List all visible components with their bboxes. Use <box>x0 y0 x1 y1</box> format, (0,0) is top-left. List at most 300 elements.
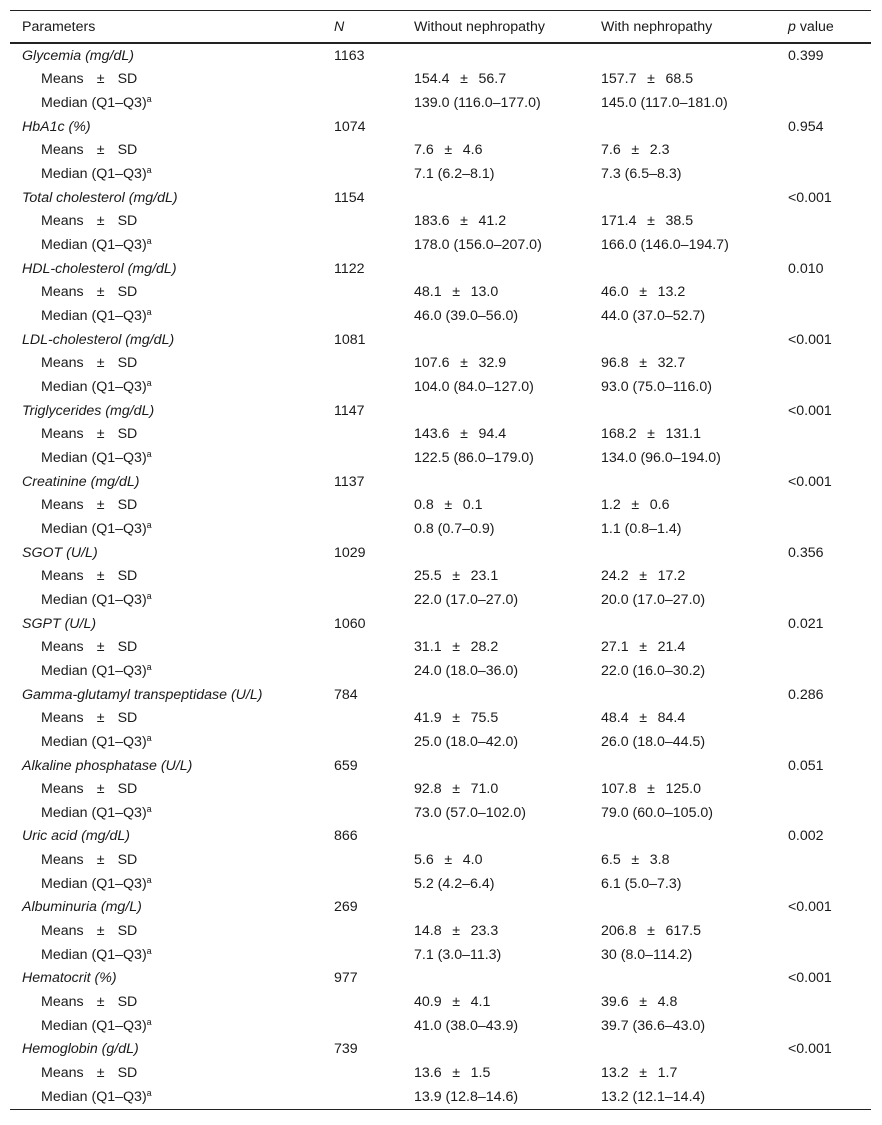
parameter-row <box>10 683 871 707</box>
parameter-p-value: <0.001 <box>788 473 832 490</box>
means-sd-label <box>10 564 322 588</box>
parameter-name: Total cholesterol (mg/dL) <box>22 189 178 206</box>
parameter-p-value: <0.001 <box>788 970 832 987</box>
header-without-nephropathy: Without nephropathy <box>402 11 589 44</box>
with-median-value: 30 (8.0–114.2) <box>601 946 693 963</box>
empty-cell <box>322 588 402 612</box>
empty-cell <box>322 91 402 115</box>
without-means-sd <box>402 777 589 801</box>
plus-minus-sign: ± <box>96 994 105 1011</box>
plus-minus-sign: ± <box>460 426 468 443</box>
empty-cell <box>776 564 871 588</box>
plus-minus-sign: ± <box>96 923 105 940</box>
median-label <box>10 375 322 399</box>
with-sd-value: 13.2 <box>657 284 686 301</box>
footnote-marker: a <box>146 94 152 105</box>
median-label <box>10 801 322 825</box>
plus-minus-sign: ± <box>631 852 640 869</box>
with-mean-value: 157.7 <box>601 71 637 88</box>
sd-label: SD <box>117 568 138 585</box>
plus-minus-sign: ± <box>639 1065 648 1082</box>
without-sd-value: 13.0 <box>470 284 499 301</box>
means-sd-row <box>10 423 871 447</box>
empty-cell <box>402 470 589 494</box>
plus-minus-sign: ± <box>639 710 648 727</box>
with-mean-value: 168.2 <box>601 426 637 443</box>
parameter-name: Triglycerides (mg/dL) <box>22 402 155 419</box>
without-means-sd <box>402 281 589 305</box>
parameter-n: 1081 <box>334 331 366 348</box>
plus-minus-sign: ± <box>444 852 453 869</box>
empty-cell <box>589 754 776 778</box>
means-label: Means <box>41 284 84 301</box>
with-means-sd <box>589 848 776 872</box>
without-means-sd <box>402 990 589 1014</box>
with-sd-value: 2.3 <box>649 142 670 159</box>
sd-label: SD <box>117 71 138 88</box>
with-sd-value: 3.8 <box>649 852 670 869</box>
empty-cell <box>776 588 871 612</box>
header-parameters: Parameters <box>10 11 322 44</box>
empty-cell <box>402 825 589 849</box>
means-label: Means <box>41 994 84 1011</box>
median-label-text: Median (Q1–Q3) <box>41 1088 147 1105</box>
sd-label: SD <box>117 852 138 869</box>
means-label: Means <box>41 923 84 940</box>
with-means-sd <box>589 493 776 517</box>
with-sd-value: 68.5 <box>665 71 694 88</box>
empty-cell <box>402 115 589 139</box>
parameter-name: SGPT (U/L) <box>22 615 97 632</box>
with-means-sd <box>589 139 776 163</box>
empty-cell <box>322 801 402 825</box>
with-mean-value: 27.1 <box>601 639 629 656</box>
with-mean-value: 6.5 <box>601 852 621 869</box>
parameter-name: Gamma-glutamyl transpeptidase (U/L) <box>22 686 263 703</box>
empty-cell <box>776 281 871 305</box>
header-row <box>10 11 871 44</box>
median-label <box>10 730 322 754</box>
empty-cell <box>776 801 871 825</box>
median-row <box>10 801 871 825</box>
empty-cell <box>402 967 589 991</box>
without-median-value: 5.2 (4.2–6.4) <box>414 875 495 892</box>
means-sd-label <box>10 68 322 92</box>
without-mean-value: 0.8 <box>414 497 434 514</box>
plus-minus-sign: ± <box>452 284 461 301</box>
sd-label: SD <box>117 426 138 443</box>
empty-cell <box>402 399 589 423</box>
without-mean-value: 5.6 <box>414 852 434 869</box>
median-label <box>10 233 322 257</box>
without-median-value: 46.0 (39.0–56.0) <box>414 308 519 325</box>
median-row <box>10 1014 871 1038</box>
parameter-name: Hematocrit (%) <box>22 970 117 987</box>
means-label: Means <box>41 568 84 585</box>
with-mean-value: 206.8 <box>601 923 637 940</box>
with-mean-value: 171.4 <box>601 213 637 230</box>
means-sd-row <box>10 68 871 92</box>
empty-cell <box>589 825 776 849</box>
footnote-marker: a <box>146 165 152 176</box>
without-sd-value: 23.1 <box>470 568 499 585</box>
without-mean-value: 25.5 <box>414 568 442 585</box>
means-label: Means <box>41 710 84 727</box>
plus-minus-sign: ± <box>96 284 105 301</box>
means-sd-row <box>10 281 871 305</box>
empty-cell <box>322 352 402 376</box>
with-means-sd <box>589 635 776 659</box>
without-means-sd <box>402 1061 589 1085</box>
means-sd-label <box>10 919 322 943</box>
plus-minus-sign: ± <box>631 497 640 514</box>
parameter-row <box>10 257 871 281</box>
header-with-nephropathy: With nephropathy <box>589 11 776 44</box>
means-sd-label <box>10 706 322 730</box>
header-p-letter: p <box>788 18 796 35</box>
empty-cell <box>776 635 871 659</box>
without-mean-value: 13.6 <box>414 1065 442 1082</box>
parameter-row <box>10 399 871 423</box>
without-median-value: 73.0 (57.0–102.0) <box>414 804 527 821</box>
median-label <box>10 872 322 896</box>
empty-cell <box>322 281 402 305</box>
without-means-sd <box>402 635 589 659</box>
empty-cell <box>402 43 589 68</box>
median-row <box>10 304 871 328</box>
parameter-n: 659 <box>334 757 358 774</box>
plus-minus-sign: ± <box>96 1065 105 1082</box>
with-sd-value: 38.5 <box>665 213 694 230</box>
empty-cell <box>776 919 871 943</box>
empty-cell <box>776 777 871 801</box>
means-sd-row <box>10 564 871 588</box>
with-means-sd <box>589 210 776 234</box>
without-sd-value: 94.4 <box>478 426 507 443</box>
with-mean-value: 96.8 <box>601 355 629 372</box>
plus-minus-sign: ± <box>452 923 461 940</box>
means-label: Means <box>41 426 84 443</box>
parameter-n: 866 <box>334 828 358 845</box>
without-mean-value: 143.6 <box>414 426 450 443</box>
footnote-marker: a <box>146 1016 152 1027</box>
parameter-n: 1137 <box>334 473 365 490</box>
sd-label: SD <box>117 639 138 656</box>
with-sd-value: 617.5 <box>665 923 702 940</box>
median-label <box>10 446 322 470</box>
median-label <box>10 1085 322 1109</box>
plus-minus-sign: ± <box>647 426 655 443</box>
plus-minus-sign: ± <box>444 497 453 514</box>
empty-cell <box>776 446 871 470</box>
empty-cell <box>402 186 589 210</box>
means-sd-row <box>10 848 871 872</box>
with-sd-value: 84.4 <box>657 710 686 727</box>
parameter-row <box>10 967 871 991</box>
means-sd-row <box>10 777 871 801</box>
median-label <box>10 943 322 967</box>
footnote-marker: a <box>146 378 152 389</box>
means-label: Means <box>41 781 84 798</box>
sd-label: SD <box>117 497 138 514</box>
empty-cell <box>322 233 402 257</box>
plus-minus-sign: ± <box>639 355 648 372</box>
without-means-sd <box>402 848 589 872</box>
without-median-value: 7.1 (6.2–8.1) <box>414 166 495 183</box>
without-median-value: 13.9 (12.8–14.6) <box>402 1085 589 1109</box>
median-row <box>10 91 871 115</box>
parameter-row <box>10 541 871 565</box>
empty-cell <box>322 730 402 754</box>
median-label-text: Median (Q1–Q3) <box>41 166 147 183</box>
with-median-value: 93.0 (75.0–116.0) <box>601 379 712 396</box>
header-n: N <box>322 11 402 44</box>
means-sd-label <box>10 210 322 234</box>
empty-cell <box>322 1014 402 1038</box>
table-body <box>10 43 871 1109</box>
median-row <box>10 233 871 257</box>
without-means-sd <box>402 423 589 447</box>
empty-cell <box>322 872 402 896</box>
table-header <box>10 11 871 44</box>
without-mean-value: 48.1 <box>414 284 442 301</box>
empty-cell <box>322 493 402 517</box>
median-label-text: Median (Q1–Q3) <box>41 1017 147 1034</box>
with-means-sd <box>589 423 776 447</box>
empty-cell <box>322 990 402 1014</box>
median-label <box>10 91 322 115</box>
with-median-value: 6.1 (5.0–7.3) <box>601 875 682 892</box>
without-sd-value: 56.7 <box>478 71 507 88</box>
plus-minus-sign: ± <box>96 142 105 159</box>
parameter-name: LDL-cholesterol (mg/dL) <box>22 331 175 348</box>
sd-label: SD <box>117 710 138 727</box>
without-sd-value: 1.5 <box>470 1065 491 1082</box>
parameter-name: HbA1c (%) <box>22 118 91 135</box>
without-mean-value: 7.6 <box>414 142 434 159</box>
sd-label: SD <box>117 213 138 230</box>
parameter-p-value: <0.001 <box>788 189 832 206</box>
parameter-p-value: <0.001 <box>788 1041 832 1058</box>
parameter-n: 1154 <box>334 189 365 206</box>
without-mean-value: 31.1 <box>414 639 442 656</box>
without-median-value: 7.1 (3.0–11.3) <box>414 946 502 963</box>
without-means-sd <box>402 139 589 163</box>
without-sd-value: 23.3 <box>470 923 499 940</box>
without-mean-value: 40.9 <box>414 994 442 1011</box>
plus-minus-sign: ± <box>96 426 105 443</box>
empty-cell <box>776 139 871 163</box>
empty-cell <box>776 730 871 754</box>
with-sd-value: 131.1 <box>665 426 702 443</box>
means-sd-row <box>10 352 871 376</box>
means-label: Means <box>41 497 84 514</box>
parameter-p-value: 0.954 <box>788 118 824 135</box>
means-sd-row <box>10 919 871 943</box>
parameter-n: 1163 <box>334 47 365 64</box>
means-label: Means <box>41 852 84 869</box>
empty-cell <box>776 848 871 872</box>
with-sd-value: 17.2 <box>657 568 686 585</box>
median-label <box>10 659 322 683</box>
empty-cell <box>322 446 402 470</box>
with-mean-value: 39.6 <box>601 994 629 1011</box>
parameter-row <box>10 43 871 68</box>
empty-cell <box>776 872 871 896</box>
footnote-marker: a <box>146 945 152 956</box>
empty-cell <box>322 777 402 801</box>
means-sd-row <box>10 635 871 659</box>
parameter-row <box>10 328 871 352</box>
header-p-suffix: value <box>795 18 834 35</box>
without-mean-value: 154.4 <box>414 71 450 88</box>
median-label-text: Median (Q1–Q3) <box>41 733 147 750</box>
plus-minus-sign: ± <box>639 994 648 1011</box>
with-median-value: 1.1 (0.8–1.4) <box>601 520 682 537</box>
means-sd-label <box>10 352 322 376</box>
empty-cell <box>776 375 871 399</box>
sd-label: SD <box>117 923 138 940</box>
with-mean-value: 48.4 <box>601 710 629 727</box>
parameter-name: Uric acid (mg/dL) <box>22 828 131 845</box>
median-label-text: Median (Q1–Q3) <box>41 237 147 254</box>
without-means-sd <box>402 210 589 234</box>
empty-cell <box>322 706 402 730</box>
with-sd-value: 32.7 <box>657 355 686 372</box>
plus-minus-sign: ± <box>639 284 648 301</box>
without-mean-value: 107.6 <box>414 355 450 372</box>
empty-cell <box>322 162 402 186</box>
median-label <box>10 162 322 186</box>
empty-cell <box>322 68 402 92</box>
empty-cell <box>776 659 871 683</box>
plus-minus-sign: ± <box>96 213 105 230</box>
with-means-sd <box>589 281 776 305</box>
with-sd-value: 1.7 <box>657 1065 678 1082</box>
parameter-p-value: 0.010 <box>788 260 824 277</box>
without-median-value: 122.5 (86.0–179.0) <box>414 449 534 466</box>
empty-cell <box>776 233 871 257</box>
with-median-value: 134.0 (96.0–194.0) <box>601 449 721 466</box>
plus-minus-sign: ± <box>96 852 105 869</box>
parameter-name: Creatinine (mg/dL) <box>22 473 140 490</box>
empty-cell <box>322 139 402 163</box>
means-sd-row <box>10 493 871 517</box>
without-median-value: 139.0 (116.0–177.0) <box>414 95 541 112</box>
footnote-marker: a <box>146 590 152 601</box>
median-label-text: Median (Q1–Q3) <box>41 379 147 396</box>
means-sd-row <box>10 1061 871 1085</box>
median-label-text: Median (Q1–Q3) <box>41 662 147 679</box>
median-label-text: Median (Q1–Q3) <box>41 308 147 325</box>
parameter-row <box>10 896 871 920</box>
median-row <box>10 588 871 612</box>
parameter-p-value: <0.001 <box>788 331 832 348</box>
lab-parameters-table <box>10 10 871 1110</box>
means-sd-row <box>10 210 871 234</box>
empty-cell <box>322 564 402 588</box>
sd-label: SD <box>117 142 138 159</box>
empty-cell <box>589 967 776 991</box>
plus-minus-sign: ± <box>647 71 655 88</box>
parameter-n: 1060 <box>334 615 366 632</box>
with-sd-value: 21.4 <box>657 639 686 656</box>
without-sd-value: 4.1 <box>470 994 491 1011</box>
empty-cell <box>322 375 402 399</box>
without-sd-value: 75.5 <box>470 710 499 727</box>
parameter-name: Glycemia (mg/dL) <box>22 47 134 64</box>
with-median-value: 22.0 (16.0–30.2) <box>601 662 706 679</box>
without-means-sd <box>402 493 589 517</box>
plus-minus-sign: ± <box>96 710 105 727</box>
median-row <box>10 375 871 399</box>
plus-minus-sign: ± <box>639 568 648 585</box>
empty-cell <box>589 470 776 494</box>
means-label: Means <box>41 142 84 159</box>
without-median-value: 0.8 (0.7–0.9) <box>414 520 495 537</box>
empty-cell <box>322 423 402 447</box>
median-label <box>10 304 322 328</box>
parameter-n: 1122 <box>334 260 365 277</box>
parameter-name: SGOT (U/L) <box>22 544 98 561</box>
empty-cell <box>402 683 589 707</box>
without-mean-value: 41.9 <box>414 710 442 727</box>
parameter-n: 269 <box>334 899 358 916</box>
plus-minus-sign: ± <box>96 497 105 514</box>
means-sd-label <box>10 281 322 305</box>
empty-cell <box>589 43 776 68</box>
parameter-row <box>10 470 871 494</box>
footnote-marker: a <box>146 519 152 530</box>
sd-label: SD <box>117 355 138 372</box>
parameter-p-value: 0.021 <box>788 615 824 632</box>
empty-cell <box>589 541 776 565</box>
with-median-value: 145.0 (117.0–181.0) <box>601 95 728 112</box>
with-means-sd <box>589 706 776 730</box>
without-sd-value: 71.0 <box>470 781 499 798</box>
means-sd-label <box>10 493 322 517</box>
parameter-n: 1074 <box>334 118 366 135</box>
median-label <box>10 588 322 612</box>
plus-minus-sign: ± <box>460 355 468 372</box>
with-sd-value: 4.8 <box>657 994 678 1011</box>
without-means-sd <box>402 564 589 588</box>
sd-label: SD <box>117 994 138 1011</box>
means-sd-row <box>10 139 871 163</box>
means-sd-label <box>10 777 322 801</box>
plus-minus-sign: ± <box>647 923 655 940</box>
plus-minus-sign: ± <box>647 213 655 230</box>
empty-cell <box>322 848 402 872</box>
median-label-text: Median (Q1–Q3) <box>41 875 147 892</box>
footnote-marker: a <box>146 874 152 885</box>
empty-cell <box>776 1061 871 1085</box>
empty-cell <box>776 352 871 376</box>
parameter-name: Alkaline phosphatase (U/L) <box>22 757 193 774</box>
empty-cell <box>589 186 776 210</box>
median-row <box>10 446 871 470</box>
empty-cell <box>402 754 589 778</box>
with-mean-value: 13.2 <box>601 1065 629 1082</box>
empty-cell <box>322 1061 402 1085</box>
median-label <box>10 1014 322 1038</box>
plus-minus-sign: ± <box>631 142 640 159</box>
parameter-p-value: 0.051 <box>788 757 824 774</box>
footnote-marker: a <box>146 732 152 743</box>
empty-cell <box>322 659 402 683</box>
means-sd-row <box>10 706 871 730</box>
empty-cell <box>776 91 871 115</box>
